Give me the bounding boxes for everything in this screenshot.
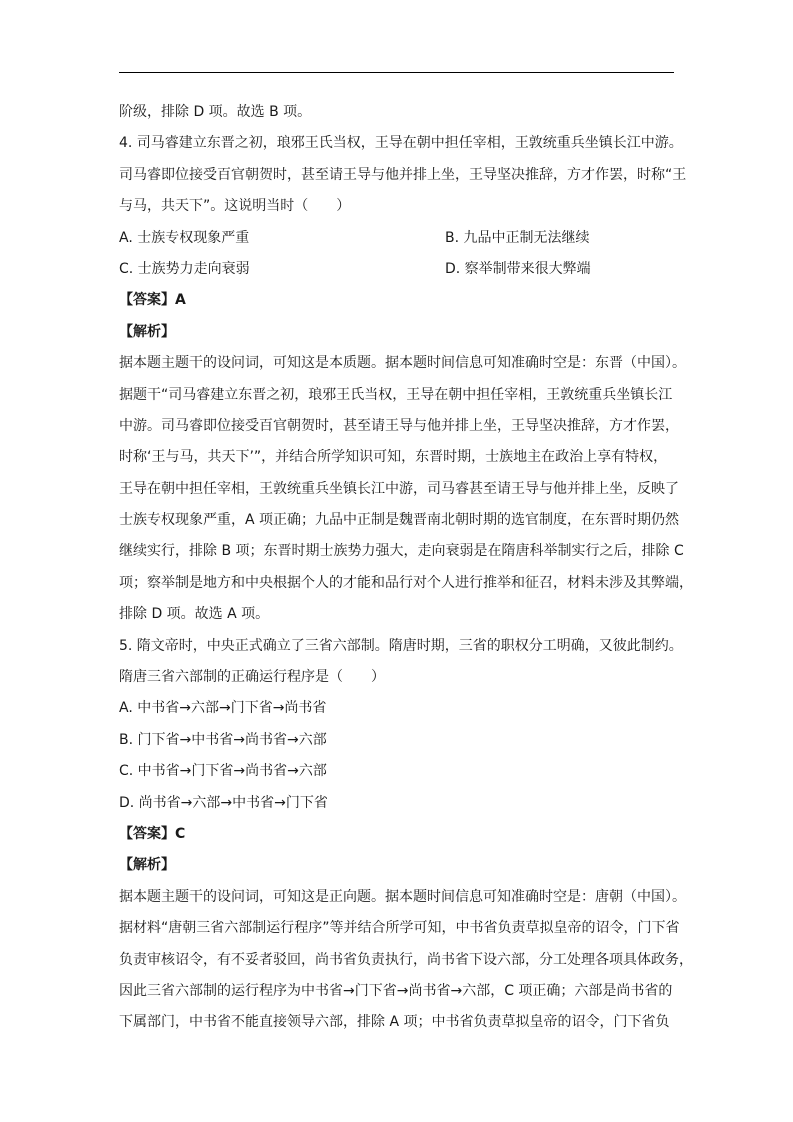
- analysis-line: 下属部门，中书省不能直接领导六部，排除 A 项；中书省负责草拟皇帝的诏令，门下省负: [119, 1014, 670, 1031]
- question-4: [119, 128, 693, 630]
- analysis-line: 中游。司马睿即位接受百官朝贺时，甚至请王导与他并排上坐，王导坚决推辞，方才作罢，: [119, 417, 679, 434]
- previous-answer-tail: 阶级，排除 D 项。故选 B 项。: [119, 104, 312, 120]
- option-c: C. 中书省→门下省→尚书省→六部: [119, 763, 327, 780]
- analysis-line: 据本题主题干的设问词，可知这是正向题。据本题时间信息可知准确时空是：唐朝（中国）。: [119, 888, 686, 905]
- analysis-line: 排除 D 项。故选 A 项。: [119, 606, 270, 623]
- option-b: B. 门下省→中书省→尚书省→六部: [119, 731, 327, 748]
- question-4-options-row: [119, 254, 679, 285]
- analysis-line: 负责审核诏令，有不妥者驳回，尚书省负责执行，尚书省下设六部，分工处理各项具体政务，: [119, 951, 693, 968]
- option-a: A. 中书省→六部→门下省→尚书省: [119, 700, 327, 717]
- question-5: [119, 631, 693, 1039]
- analysis-line: 项；察举制是地方和中央根据个人的才能和品行对个人进行推举和征召，材料未涉及其弊端，: [119, 574, 693, 591]
- document-body: [119, 97, 693, 1039]
- answer-label: 【答案】C: [119, 825, 186, 842]
- option-c: C. 士族势力走向衰弱: [119, 260, 250, 277]
- analysis-label: 【解析】: [119, 323, 175, 340]
- question-4-stem-line: 4. 司马睿建立东晋之初，琅邪王氏当权，王导在朝中担任宰相，王敦统重兵坐镇长江中游。: [119, 135, 683, 152]
- answer-label: 【答案】A: [119, 292, 186, 309]
- analysis-line: 据本题主题干的设问词，可知这是本质题。据本题时间信息可知准确时空是：东晋（中国）。: [119, 355, 686, 372]
- analysis-line: 因此三省六部制的运行程序为中书省→门下省→尚书省→六部，C 项正确；六部是尚书省的: [119, 982, 673, 999]
- analysis-line: 王导在朝中担任宰相，王敦统重兵坐镇长江中游，司马睿甚至请王导与他并排上坐，反映了: [119, 480, 679, 497]
- question-4-stem-line: 司马睿即位接受百官朝贺时，甚至请王导与他并排上坐，王导坚决推辞，方才作罢，时称“王: [119, 166, 687, 183]
- question-4-stem-line: 与马，共天下”。这说明当时（ ）: [119, 198, 351, 215]
- analysis-line: 时称‘王与马，共天下’”，并结合所学知识可知，东晋时期，士族地主在政治上享有特权，: [119, 449, 668, 466]
- option-d: D. 尚书省→六部→中书省→门下省: [119, 794, 328, 811]
- question-4-options-row: [119, 223, 679, 254]
- analysis-label: 【解析】: [119, 857, 175, 874]
- analysis-line: 继续实行，排除 B 项；东晋时期士族势力强大，走向衰弱是在隋唐科举制实行之后，排除 C: [119, 543, 684, 560]
- analysis-line: 据材料“唐朝三省六部制运行程序”等并结合所学可知，中书省负责草拟皇帝的诏令，门下省: [119, 920, 680, 937]
- question-5-stem-line: 隋唐三省六部制的正确运行程序是（ ）: [119, 669, 385, 686]
- analysis-line: 据题干“司马睿建立东晋之初，琅邪王氏当权，王导在朝中担任宰相，王敦统重兵坐镇长江: [119, 386, 673, 403]
- option-b: B. 九品中正制无法继续: [445, 229, 590, 246]
- option-d: D. 察举制带来很大弊端: [445, 260, 591, 277]
- analysis-line: 士族专权现象严重，A 项正确；九品中正制是魏晋南北朝时期的选官制度，在东晋时期仍然: [119, 512, 680, 529]
- question-5-stem-line: 5. 隋文帝时，中央正式确立了三省六部制。隋唐时期，三省的职权分工明确，又彼此制约。: [119, 637, 683, 654]
- option-a: A. 士族专权现象严重: [119, 229, 250, 246]
- header-rule: [119, 72, 674, 73]
